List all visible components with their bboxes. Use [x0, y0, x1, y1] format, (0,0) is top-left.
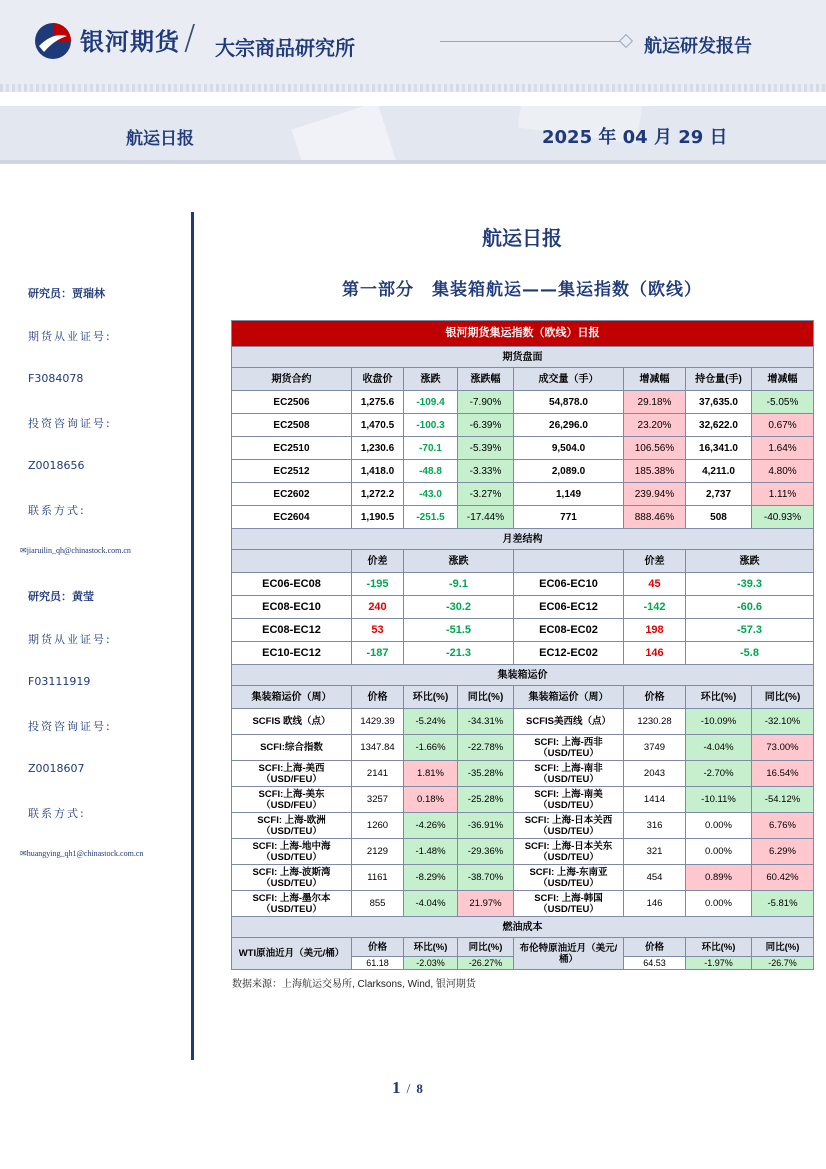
- freight-row: [232, 761, 814, 787]
- header-row: [232, 550, 814, 573]
- open-interest-cell: 508: [686, 506, 752, 529]
- spread-value-cell: -195: [352, 573, 404, 596]
- oil-price-cell: 64.53: [624, 957, 686, 970]
- freight-row: [232, 839, 814, 865]
- spread-change-cell: -60.6: [686, 596, 814, 619]
- page-title: 航运日报: [482, 226, 562, 250]
- volume-cell: 771: [514, 506, 624, 529]
- freight-row: [232, 787, 814, 813]
- contract-cell: EC2602: [232, 483, 352, 506]
- spread-row: [232, 642, 814, 665]
- volume-change-cell: 106.56%: [624, 437, 686, 460]
- column-header: 环比(%): [686, 686, 752, 709]
- oi-change-cell: -5.05%: [752, 391, 814, 414]
- header-row: [232, 368, 814, 391]
- spread-change-cell: -30.2: [404, 596, 514, 619]
- researcher-1-contact-label: 联系方式:: [28, 504, 86, 517]
- oi-change-cell: 0.67%: [752, 414, 814, 437]
- spread-name-cell: EC06-EC08: [232, 573, 352, 596]
- open-interest-cell: 32,622.0: [686, 414, 752, 437]
- table-title-row: [232, 321, 814, 347]
- volume-cell: 9,504.0: [514, 437, 624, 460]
- volume-cell: 26,296.0: [514, 414, 624, 437]
- yoy-cell: -36.91%: [458, 813, 514, 839]
- contract-cell: EC2508: [232, 414, 352, 437]
- freight-row: [232, 735, 814, 761]
- spread-change-cell: -51.5: [404, 619, 514, 642]
- price-cell: 1429.39: [352, 709, 404, 735]
- page-separator: /: [406, 1082, 411, 1097]
- price-cell: 1260: [352, 813, 404, 839]
- column-header: 涨跌幅: [458, 368, 514, 391]
- oil-section-title: 燃油成本: [232, 917, 814, 938]
- route-name-cell: SCFI: 上海-欧洲 （USD/TEU）: [232, 813, 352, 839]
- volume-change-cell: 185.38%: [624, 460, 686, 483]
- route-name-cell: SCFI: 上海-西非 （USD/TEU）: [514, 735, 624, 761]
- oil-price-cell: 61.18: [352, 957, 404, 970]
- column-header: 价差: [624, 550, 686, 573]
- route-name-cell: SCFI: 上海-波斯湾 （USD/TEU）: [232, 865, 352, 891]
- futures-row: [232, 391, 814, 414]
- route-name-cell: SCFI: 上海-墨尔本 （USD/TEU）: [232, 891, 352, 917]
- spread-name-cell: EC10-EC12: [232, 642, 352, 665]
- spread-row: [232, 596, 814, 619]
- yoy-cell: -5.81%: [752, 891, 814, 917]
- spread-value-cell: -187: [352, 642, 404, 665]
- freight-row: [232, 865, 814, 891]
- volume-change-cell: 23.20%: [624, 414, 686, 437]
- researcher-2: 研究员：黄莹: [28, 590, 94, 603]
- company-logo-icon: [34, 22, 72, 60]
- wow-cell: -1.66%: [404, 735, 458, 761]
- price-cell: 1414: [624, 787, 686, 813]
- yoy-cell: -35.28%: [458, 761, 514, 787]
- wow-cell: -4.26%: [404, 813, 458, 839]
- header-row: [232, 686, 814, 709]
- spread-name-cell: EC06-EC12: [514, 596, 624, 619]
- oil-wow-cell: -1.97%: [686, 957, 752, 970]
- pct-cell: -3.33%: [458, 460, 514, 483]
- price-cell: 3257: [352, 787, 404, 813]
- column-header: 环比(%): [686, 938, 752, 957]
- yoy-cell: 21.97%: [458, 891, 514, 917]
- column-header: 环比(%): [404, 686, 458, 709]
- volume-change-cell: 239.94%: [624, 483, 686, 506]
- column-header: 期货合约: [232, 368, 352, 391]
- close-cell: 1,470.5: [352, 414, 404, 437]
- change-cell: -109.4: [404, 391, 458, 414]
- oil-yoy-cell: -26.7%: [752, 957, 814, 970]
- change-cell: -48.8: [404, 460, 458, 483]
- wow-cell: -10.11%: [686, 787, 752, 813]
- freight-row: [232, 891, 814, 917]
- yoy-cell: 16.54%: [752, 761, 814, 787]
- yoy-cell: -25.28%: [458, 787, 514, 813]
- data-source: 数据来源：上海航运交易所, Clarksons, Wind, 银河期货: [232, 979, 476, 990]
- company-name: 银河期货: [80, 28, 180, 56]
- yoy-cell: 60.42%: [752, 865, 814, 891]
- column-header: 价差: [352, 550, 404, 573]
- wow-cell: -2.70%: [686, 761, 752, 787]
- futures-row: [232, 483, 814, 506]
- pct-cell: -6.39%: [458, 414, 514, 437]
- oi-change-cell: 1.64%: [752, 437, 814, 460]
- researcher-1-cert-label: 期货从业证号:: [28, 330, 112, 343]
- spread-change-cell: -21.3: [404, 642, 514, 665]
- column-header: 涨跌: [404, 368, 458, 391]
- header-divider: [440, 41, 622, 42]
- column-header: 增减幅: [624, 368, 686, 391]
- volume-cell: 2,089.0: [514, 460, 624, 483]
- oil-wow-cell: -2.03%: [404, 957, 458, 970]
- yoy-cell: -29.36%: [458, 839, 514, 865]
- futures-row: [232, 437, 814, 460]
- price-cell: 146: [624, 891, 686, 917]
- spread-name-cell: EC08-EC02: [514, 619, 624, 642]
- futures-section-title: 期货盘面: [232, 347, 814, 368]
- spread-value-cell: 53: [352, 619, 404, 642]
- price-cell: 2141: [352, 761, 404, 787]
- open-interest-cell: 37,635.0: [686, 391, 752, 414]
- change-cell: -251.5: [404, 506, 458, 529]
- freight-row: [232, 813, 814, 839]
- section-row: [232, 665, 814, 686]
- column-header: 价格: [624, 938, 686, 957]
- open-interest-cell: 2,737: [686, 483, 752, 506]
- researcher-1-inv: Z0018656: [28, 459, 85, 472]
- price-cell: 1347.84: [352, 735, 404, 761]
- change-cell: -70.1: [404, 437, 458, 460]
- volume-change-cell: 29.18%: [624, 391, 686, 414]
- pct-cell: -17.44%: [458, 506, 514, 529]
- freight-row: [232, 709, 814, 735]
- spread-change-cell: -9.1: [404, 573, 514, 596]
- wow-cell: -5.24%: [404, 709, 458, 735]
- close-cell: 1,275.6: [352, 391, 404, 414]
- researcher-1-inv-label: 投资咨询证号:: [28, 417, 112, 430]
- contract-cell: EC2506: [232, 391, 352, 414]
- yoy-cell: -54.12%: [752, 787, 814, 813]
- researcher-2-cert-label: 期货从业证号:: [28, 633, 112, 646]
- wow-cell: 0.00%: [686, 839, 752, 865]
- spread-name-cell: EC08-EC12: [232, 619, 352, 642]
- price-cell: 3749: [624, 735, 686, 761]
- page-number: [392, 1078, 423, 1098]
- column-header: 持仓量(手): [686, 368, 752, 391]
- column-header: 增减幅: [752, 368, 814, 391]
- pct-cell: -7.90%: [458, 391, 514, 414]
- contract-cell: EC2604: [232, 506, 352, 529]
- section-row: [232, 347, 814, 368]
- route-name-cell: SCFI: 上海-韩国 （USD/TEU）: [514, 891, 624, 917]
- spread-value-cell: 146: [624, 642, 686, 665]
- yoy-cell: 73.00%: [752, 735, 814, 761]
- column-header: 涨跌: [404, 550, 514, 573]
- spread-change-cell: -57.3: [686, 619, 814, 642]
- futures-row: [232, 460, 814, 483]
- column-header: 价格: [352, 686, 404, 709]
- spread-row: [232, 573, 814, 596]
- route-name-cell: SCFI:上海-美东 （USD/FEU）: [232, 787, 352, 813]
- column-header: 集装箱运价（周）: [514, 686, 624, 709]
- spread-value-cell: 198: [624, 619, 686, 642]
- route-name-cell: SCFI:上海-美西 （USD/FEU）: [232, 761, 352, 787]
- route-name-cell: SCFIS美西线（点）: [514, 709, 624, 735]
- column-header: 价格: [624, 686, 686, 709]
- section-row: [232, 529, 814, 550]
- price-cell: 1230.28: [624, 709, 686, 735]
- column-header: 同比(%): [752, 938, 814, 957]
- researcher-1-email[interactable]: [20, 546, 131, 555]
- researcher-2-email[interactable]: [20, 849, 143, 858]
- open-interest-cell: 4,211.0: [686, 460, 752, 483]
- price-cell: 855: [352, 891, 404, 917]
- wow-cell: 1.81%: [404, 761, 458, 787]
- yoy-cell: -34.31%: [458, 709, 514, 735]
- wow-cell: 0.89%: [686, 865, 752, 891]
- total-pages: 8: [416, 1081, 423, 1096]
- route-name-cell: SCFI: 上海-地中海 （USD/TEU）: [232, 839, 352, 865]
- section-title: 第一部分 集装箱航运——集运指数（欧线）: [342, 280, 702, 300]
- freight-section-title: 集装箱运价: [232, 665, 814, 686]
- report-type: 航运研发报告: [644, 36, 752, 57]
- futures-row: [232, 414, 814, 437]
- band-decoration: [291, 106, 398, 162]
- email-text: jiaruilin_qh@chinastock.com.cn: [26, 546, 131, 555]
- researcher-2-cert: F03111919: [28, 675, 91, 688]
- table-title: 银河期货集运指数（欧线）日报: [232, 321, 814, 347]
- close-cell: 1,230.6: [352, 437, 404, 460]
- route-name-cell: SCFI: 上海-南非 （USD/TEU）: [514, 761, 624, 787]
- researcher-2-contact-label: 联系方式:: [28, 807, 86, 820]
- wow-cell: -4.04%: [404, 891, 458, 917]
- spread-value-cell: 45: [624, 573, 686, 596]
- column-header: 集装箱运价（周）: [232, 686, 352, 709]
- spread-value-cell: -142: [624, 596, 686, 619]
- column-header: 成交量（手）: [514, 368, 624, 391]
- researcher-2-inv: Z0018607: [28, 762, 85, 775]
- close-cell: 1,190.5: [352, 506, 404, 529]
- oi-change-cell: -40.93%: [752, 506, 814, 529]
- volume-change-cell: 888.46%: [624, 506, 686, 529]
- spread-change-cell: -39.3: [686, 573, 814, 596]
- contract-cell: EC2512: [232, 460, 352, 483]
- header-slash: /: [184, 18, 196, 58]
- spread-name-cell: EC08-EC10: [232, 596, 352, 619]
- price-cell: 1161: [352, 865, 404, 891]
- yoy-cell: 6.29%: [752, 839, 814, 865]
- oil-header-row: [232, 938, 814, 957]
- mail-icon: ✉: [20, 546, 27, 555]
- wow-cell: -10.09%: [686, 709, 752, 735]
- wow-cell: 0.00%: [686, 813, 752, 839]
- wow-cell: 0.00%: [686, 891, 752, 917]
- oi-change-cell: 1.11%: [752, 483, 814, 506]
- spread-name-cell: EC12-EC02: [514, 642, 624, 665]
- pct-cell: -5.39%: [458, 437, 514, 460]
- open-interest-cell: 16,341.0: [686, 437, 752, 460]
- route-name-cell: SCFI: 上海-东南亚 （USD/TEU）: [514, 865, 624, 891]
- route-name-cell: SCFI: 上海-南美 （USD/TEU）: [514, 787, 624, 813]
- sidebar-divider: [191, 212, 194, 1060]
- volume-cell: 1,149: [514, 483, 624, 506]
- column-header: 收盘价: [352, 368, 404, 391]
- spread-row: [232, 619, 814, 642]
- column-header: 环比(%): [404, 938, 458, 957]
- blank-header: [514, 550, 624, 573]
- yoy-cell: -32.10%: [752, 709, 814, 735]
- change-cell: -43.0: [404, 483, 458, 506]
- price-cell: 316: [624, 813, 686, 839]
- volume-cell: 54,878.0: [514, 391, 624, 414]
- spread-section-title: 月差结构: [232, 529, 814, 550]
- wow-cell: -8.29%: [404, 865, 458, 891]
- oil-yoy-cell: -26.27%: [458, 957, 514, 970]
- researcher-1-cert: F3084078: [28, 372, 84, 385]
- researcher-1: 研究员：贾瑞林: [28, 287, 105, 300]
- close-cell: 1,418.0: [352, 460, 404, 483]
- column-header: 价格: [352, 938, 404, 957]
- header-stripe: [0, 84, 826, 92]
- spread-value-cell: 240: [352, 596, 404, 619]
- oil-name-header: 布伦特原油近月（美元/桶）: [514, 938, 624, 970]
- mail-icon: ✉: [20, 849, 27, 858]
- change-cell: -100.3: [404, 414, 458, 437]
- email-text: huangying_qh1@chinastock.com.cn: [26, 849, 144, 858]
- daily-report-table: [231, 320, 814, 970]
- researcher-2-inv-label: 投资咨询证号:: [28, 720, 112, 733]
- column-header: 同比(%): [752, 686, 814, 709]
- spread-name-cell: EC06-EC10: [514, 573, 624, 596]
- pct-cell: -3.27%: [458, 483, 514, 506]
- route-name-cell: SCFI: 上海-日本关西 （USD/TEU）: [514, 813, 624, 839]
- column-header: 涨跌: [686, 550, 814, 573]
- route-name-cell: SCFI:综合指数: [232, 735, 352, 761]
- yoy-cell: 6.76%: [752, 813, 814, 839]
- column-header: 同比(%): [458, 686, 514, 709]
- wow-cell: 0.18%: [404, 787, 458, 813]
- report-date: 2025 年 04 月 29 日: [542, 127, 728, 148]
- route-name-cell: SCFI: 上海-日本关东 （USD/TEU）: [514, 839, 624, 865]
- yoy-cell: -22.78%: [458, 735, 514, 761]
- section-row: [232, 917, 814, 938]
- close-cell: 1,272.2: [352, 483, 404, 506]
- price-cell: 2043: [624, 761, 686, 787]
- band-title: 航运日报: [126, 129, 194, 149]
- contract-cell: EC2510: [232, 437, 352, 460]
- current-page: 1: [392, 1078, 401, 1097]
- band-border: [0, 160, 826, 164]
- wow-cell: -4.04%: [686, 735, 752, 761]
- price-cell: 321: [624, 839, 686, 865]
- institute-name: 大宗商品研究所: [215, 36, 355, 60]
- price-cell: 2129: [352, 839, 404, 865]
- column-header: 同比(%): [458, 938, 514, 957]
- blank-header: [232, 550, 352, 573]
- futures-row: [232, 506, 814, 529]
- oi-change-cell: 4.80%: [752, 460, 814, 483]
- wow-cell: -1.48%: [404, 839, 458, 865]
- route-name-cell: SCFIS 欧线（点）: [232, 709, 352, 735]
- spread-change-cell: -5.8: [686, 642, 814, 665]
- price-cell: 454: [624, 865, 686, 891]
- oil-name-header: WTI原油近月（美元/桶）: [232, 938, 352, 970]
- yoy-cell: -38.70%: [458, 865, 514, 891]
